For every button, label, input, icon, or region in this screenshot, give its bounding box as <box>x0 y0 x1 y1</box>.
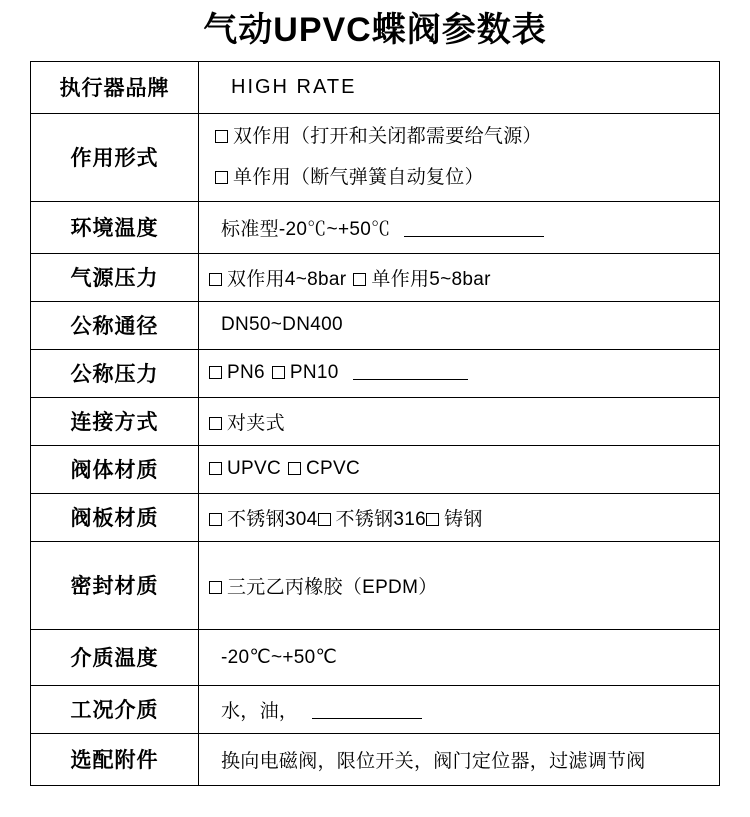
body-material-option-cpvc-label: CPVC <box>306 458 360 480</box>
table-row <box>31 201 720 253</box>
action-type-option-single-label: 单作用（断气弹簧自动复位） <box>233 167 484 189</box>
row-value-nominal-pressure <box>199 349 720 397</box>
row-value-seal-material <box>199 541 720 629</box>
specification-table <box>30 61 720 786</box>
disc-material-option-ss316-label: 不锈钢316 <box>335 508 427 530</box>
checkbox-icon[interactable] <box>318 513 331 526</box>
table-row <box>31 349 720 397</box>
actuator-brand-text: HIGH RATE <box>231 75 357 98</box>
table-row <box>31 445 720 493</box>
nominal-pressure-option-pn10-label: PN10 <box>289 362 339 384</box>
disc-material-option-ss304-label: 不锈钢304 <box>227 508 318 530</box>
checkbox-icon[interactable] <box>215 130 228 143</box>
row-value-action-type <box>199 113 720 201</box>
checkbox-icon[interactable] <box>288 462 301 475</box>
page-title: 气动UPVC蝶阀参数表 <box>203 11 547 49</box>
row-label-air-supply-pressure: 气源压力 <box>31 253 199 301</box>
row-label-seal-material: 密封材质 <box>31 541 199 629</box>
table-row <box>31 733 720 785</box>
row-label-ambient-temperature: 环境温度 <box>31 201 199 253</box>
checkbox-icon[interactable] <box>209 273 222 286</box>
row-label-nominal-diameter: 公称通径 <box>31 301 199 349</box>
nominal-pressure-blank[interactable] <box>353 363 468 380</box>
working-medium-blank[interactable] <box>312 702 422 719</box>
row-label-body-material: 阀体材质 <box>31 445 199 493</box>
checkbox-icon[interactable] <box>209 581 222 594</box>
checkbox-icon[interactable] <box>426 513 439 526</box>
table-row <box>31 253 720 301</box>
table-row <box>31 493 720 541</box>
row-value-medium-temperature <box>199 629 720 685</box>
checkbox-icon[interactable] <box>215 171 228 184</box>
checkbox-icon[interactable] <box>353 273 366 286</box>
row-value-nominal-diameter <box>199 301 720 349</box>
working-medium-text: 水，油， <box>221 700 299 722</box>
nominal-diameter-text: DN50~DN400 <box>221 314 343 336</box>
row-value-working-medium <box>199 685 720 733</box>
optional-accessories-text: 换向电磁阀，限位开关，阀门定位器，过滤调节阀 <box>221 750 646 772</box>
action-type-option-double[interactable] <box>209 123 709 151</box>
row-value-connection-type <box>199 397 720 445</box>
row-label-medium-temperature: 介质温度 <box>31 629 199 685</box>
nominal-pressure-option-pn6-label: PN6 <box>227 362 265 384</box>
row-label-connection-type: 连接方式 <box>31 397 199 445</box>
ambient-temperature-text: 标准型-20℃~+50℃ <box>221 218 391 240</box>
row-label-working-medium: 工况介质 <box>31 685 199 733</box>
body-material-option-upvc-label: UPVC <box>227 458 281 480</box>
checkbox-icon[interactable] <box>209 417 222 430</box>
medium-temperature-text: -20℃~+50℃ <box>221 646 338 668</box>
ambient-temperature-blank[interactable] <box>404 220 544 237</box>
table-row <box>31 541 720 629</box>
row-value-disc-material <box>199 493 720 541</box>
table-row <box>31 301 720 349</box>
row-label-disc-material: 阀板材质 <box>31 493 199 541</box>
row-label-optional-accessories: 选配附件 <box>31 733 199 785</box>
table-row <box>31 685 720 733</box>
checkbox-icon[interactable] <box>209 462 222 475</box>
table-row <box>31 113 720 201</box>
checkbox-icon[interactable] <box>209 513 222 526</box>
table-row <box>31 397 720 445</box>
connection-type-option-wafer-label: 对夹式 <box>227 412 285 434</box>
table-row <box>31 61 720 113</box>
air-pressure-option-single-label: 单作用5~8bar <box>371 268 491 290</box>
action-type-option-single[interactable] <box>209 164 709 192</box>
row-value-body-material <box>199 445 720 493</box>
disc-material-option-caststeel-label: 铸钢 <box>444 508 483 530</box>
row-value-air-supply-pressure <box>199 253 720 301</box>
row-label-nominal-pressure: 公称压力 <box>31 349 199 397</box>
checkbox-icon[interactable] <box>209 366 222 379</box>
air-pressure-option-double-label: 双作用4~8bar <box>227 268 347 290</box>
row-value-ambient-temperature <box>199 201 720 253</box>
action-type-option-double-label: 双作用（打开和关闭都需要给气源） <box>233 125 542 147</box>
row-label-actuator-brand: 执行器品牌 <box>31 61 199 113</box>
row-value-actuator-brand <box>199 61 720 113</box>
seal-material-option-epdm-label: 三元乙丙橡胶（EPDM） <box>227 576 438 598</box>
row-value-optional-accessories <box>199 733 720 785</box>
checkbox-icon[interactable] <box>272 366 285 379</box>
row-label-action-type: 作用形式 <box>31 113 199 201</box>
table-row <box>31 629 720 685</box>
